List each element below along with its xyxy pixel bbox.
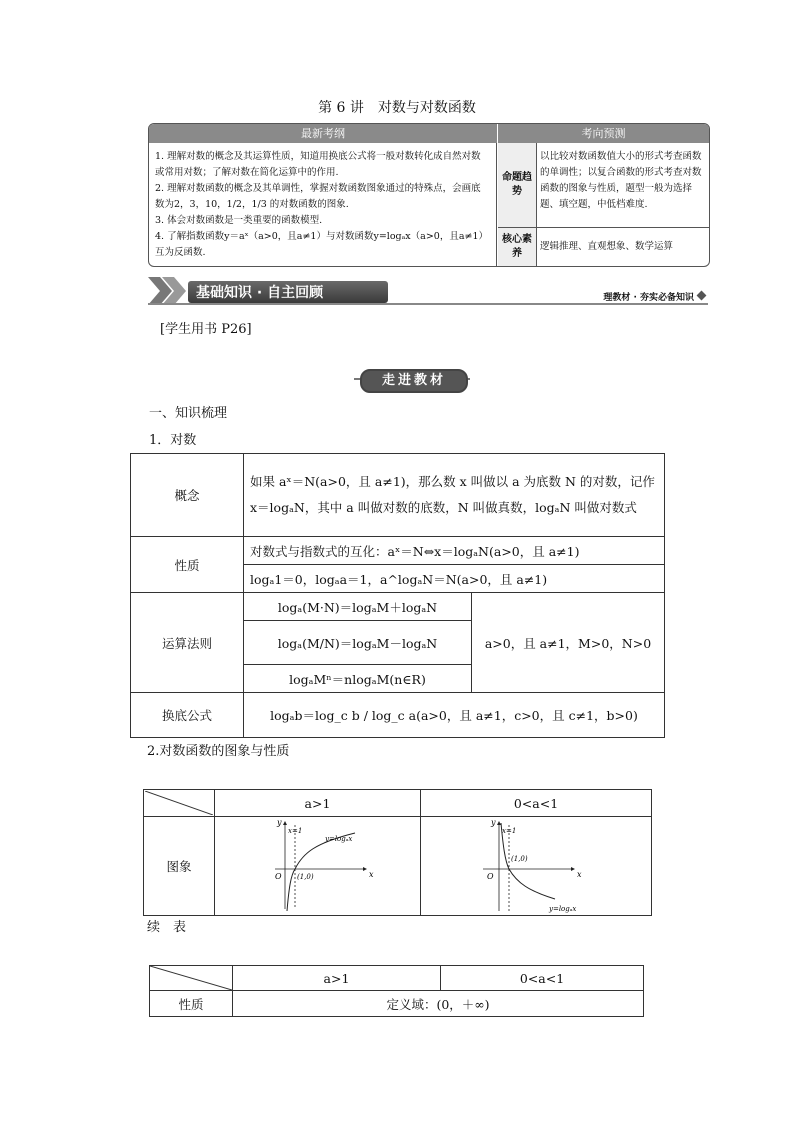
page-reference: [学生用书 P26] [160, 322, 252, 337]
outline-item: 3. 体会对数函数是一类重要的函数模型. [155, 215, 323, 226]
graph1-point: (1,0) [297, 873, 314, 881]
rules-label: 运算法则 [131, 593, 244, 693]
outline-heading: 最新考纲 [149, 124, 498, 143]
graph1-curve-label: y=logₐx [325, 835, 353, 843]
graph-a-less-1-cell [421, 817, 652, 916]
rule-power: logₐMⁿ＝nlogₐM(n∈R) [244, 665, 472, 693]
page-title: 第 6 讲 对数与对数函数 [318, 100, 476, 116]
logarithm-table [130, 453, 665, 738]
outline-list [149, 143, 497, 266]
graph2-x1-label: x=1 [502, 827, 517, 835]
forecast-heading: 考向预测 [581, 126, 626, 140]
corner-cell-2 [150, 966, 233, 991]
graph1-y-label: y [277, 818, 282, 827]
change-base-label: 换底公式 [131, 693, 244, 738]
col-a-greater-1: a>1 [215, 790, 421, 817]
forecast-panel [498, 143, 709, 266]
exam-outline-box [148, 123, 710, 267]
rule-product: logₐ(M·N)＝logₐM＋logₐN [244, 593, 472, 621]
trend-text: 以比较对数函数值大小的形式考查函数的单调性；以复合函数的形式考查对数函数的图象与性质，题型一般为选择题、填空题，中低档难度. [540, 151, 702, 210]
section-banner: 基础知识 · 自主回顾 [188, 281, 388, 303]
graph2-x-label: x [577, 870, 582, 879]
property-label: 性质 [131, 537, 244, 593]
graph1-x1-label: x=1 [288, 827, 303, 835]
diamond-icon [697, 291, 707, 301]
graph-table [143, 789, 652, 916]
graph2-origin: O [487, 872, 494, 881]
property-row1: 对数式与指数式的互化：aˣ＝N⇔x＝logₐN(a>0，且 a≠1) [244, 537, 665, 565]
outline-item: 1. 理解对数的概念及其运算性质，知道用换底公式将一般对数转化成自然对数或常用对数；了解对数在简化运算中的作用. [155, 151, 481, 178]
property-table [149, 965, 644, 1017]
outline-item: 4. 了解指数函数y＝aˣ（a>0，且a≠1）与对数函数y=logₐx（a>0，且a≠1）互为反函数. [155, 231, 489, 258]
heading-knowledge: 一、知识梳理 [149, 406, 228, 421]
trend-label: 命题趋势 [498, 143, 537, 228]
banner-arrow-icon [148, 277, 188, 305]
outline-item: 2. 理解对数函数的概念及其单调性，掌握对数函数图象通过的特殊点，会画底数为2，3，10，1/2，1/3 的对数函数的图象. [155, 183, 481, 210]
property-row2: logₐ1＝0，logₐa＝1，a^logₐN＝N(a>0，且 a≠1) [244, 565, 665, 593]
corner-cell [144, 790, 215, 817]
col3-a-greater-1: a>1 [233, 966, 441, 991]
rules-condition: a>0，且 a≠1，M>0，N>0 [472, 593, 665, 693]
graph-row-label: 图象 [144, 817, 215, 916]
property-row-label: 性质 [150, 991, 233, 1017]
heading-graph: 2.对数函数的图象与性质 [147, 744, 290, 759]
graph-a-greater-1-cell [215, 817, 421, 916]
graph1-x-label: x [369, 870, 374, 879]
domain-text: 定义域：(0，＋∞) [233, 991, 644, 1017]
graph2-point: (1,0) [511, 855, 528, 863]
graph-a-less-1 [421, 817, 651, 915]
change-base-text: logₐb＝log_c b / log_c a(a>0，且 a≠1，c>0，且 c≠1，b>0) [244, 693, 665, 738]
graph-a-greater-1 [215, 817, 420, 915]
concept-label: 概念 [131, 454, 244, 537]
banner-right-text: 理教材 · 夯实必备知识 [603, 293, 694, 303]
literacy-label: 核心素养 [498, 228, 537, 266]
col-a-less-1: 0<a<1 [421, 790, 652, 817]
section-pill: 走进教材 [360, 369, 468, 393]
literacy-text: 逻辑推理、直观想象、数学运算 [540, 241, 674, 252]
concept-text: 如果 aˣ＝N(a>0，且 a≠1)，那么数 x 叫做以 a 为底数 N 的对数，记作 x＝logₐN，其中 a 叫做对数的底数，N 叫做真数，logₐN 叫做对数式 [244, 454, 665, 537]
col3-a-less-1: 0<a<1 [441, 966, 644, 991]
rule-quotient: logₐ(M/N)＝logₐM－logₐN [244, 621, 472, 665]
banner-divider [148, 303, 708, 305]
heading-logarithm: 1．对数 [149, 433, 197, 448]
continued-label: 续 表 [147, 920, 187, 935]
graph2-curve-label: y=logₐx [549, 905, 577, 913]
graph1-origin: O [275, 872, 282, 881]
graph2-y-label: y [491, 818, 496, 827]
